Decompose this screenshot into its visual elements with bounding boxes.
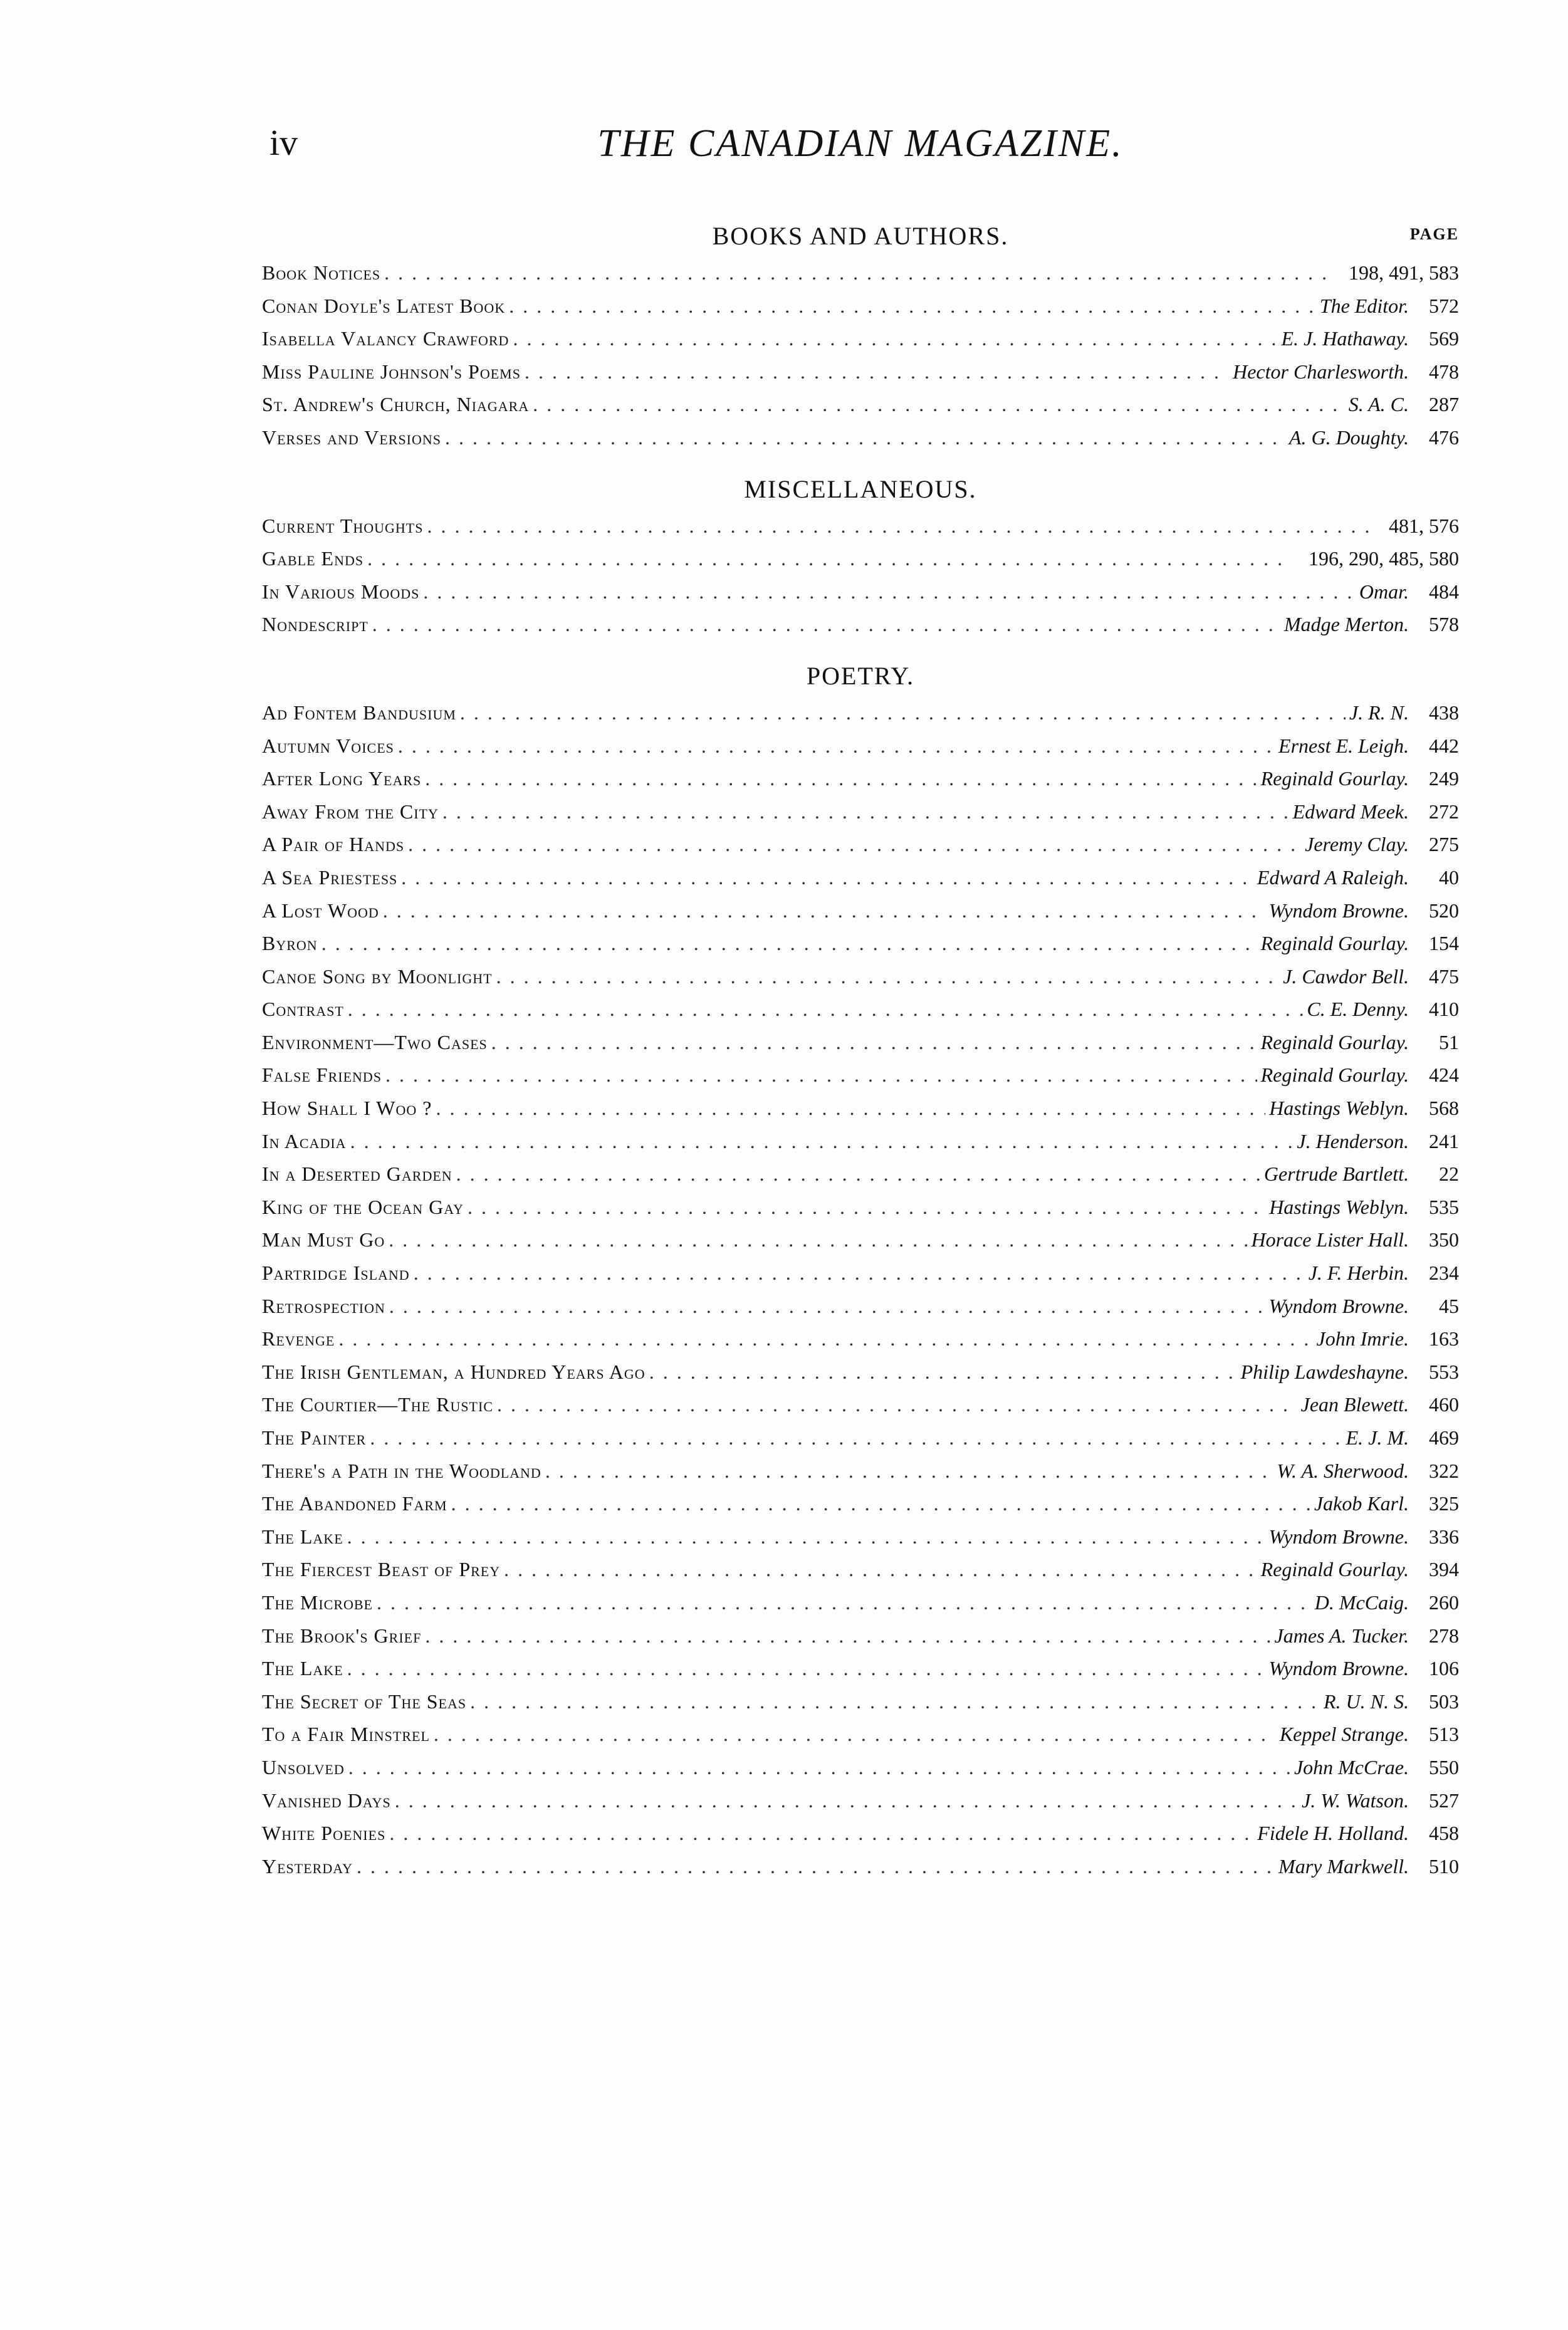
- entry-author: James A. Tucker.: [1274, 1624, 1409, 1647]
- page-column-label: PAGE: [1409, 225, 1459, 243]
- entry-author: Reginald Gourlay.: [1260, 1030, 1409, 1053]
- entry-page-number: 527: [1429, 1789, 1459, 1812]
- entry-author: Reginald Gourlay.: [1260, 932, 1409, 955]
- entry-page-number: 553: [1429, 1360, 1459, 1383]
- entry-title: Nondescript: [262, 613, 368, 636]
- entry-author: Reginald Gourlay.: [1260, 1063, 1409, 1087]
- toc-entry: [262, 1558, 1459, 1591]
- entry-page-number: 260: [1429, 1591, 1459, 1614]
- dot-leader: [338, 1327, 1312, 1350]
- entry-title: In a Deserted Garden: [262, 1162, 452, 1186]
- entry-page-number: 241: [1429, 1129, 1459, 1152]
- dot-leader: [383, 899, 1265, 922]
- toc-entry: [262, 734, 1459, 768]
- page-header: [262, 113, 1459, 169]
- dot-leader: [445, 426, 1285, 449]
- entry-page-number: 478: [1429, 360, 1459, 383]
- entry-title: The Painter: [262, 1426, 367, 1449]
- toc-entry: [262, 580, 1459, 614]
- entry-page-number: 196, 290, 485, 580: [1309, 547, 1459, 570]
- entry-title: Canoe Song by Moonlight: [262, 964, 493, 988]
- entry-title: Away From the City: [262, 800, 439, 823]
- entry-page-number: 458: [1429, 1822, 1459, 1845]
- entry-page-number: 424: [1429, 1063, 1459, 1087]
- entry-author: Hastings Weblyn.: [1269, 1097, 1409, 1120]
- entry-title: The Microbe: [262, 1591, 373, 1614]
- entry-title: King of the Ocean Gay: [262, 1195, 464, 1218]
- entry-author: Madge Merton.: [1283, 613, 1409, 636]
- entry-author: Keppel Strange.: [1279, 1723, 1409, 1746]
- entry-title: In Various Moods: [262, 580, 420, 603]
- dot-leader: [491, 1031, 1257, 1054]
- toc-entry: [262, 1756, 1459, 1789]
- toc-entry: [262, 1097, 1459, 1130]
- table-of-contents: [262, 216, 1459, 1898]
- entry-page-number: 550: [1429, 1755, 1459, 1779]
- entry-page-number: 51: [1439, 1030, 1459, 1053]
- entry-page-number: 394: [1429, 1558, 1459, 1581]
- toc-entry: [262, 393, 1459, 426]
- entry-title: Byron: [262, 932, 318, 955]
- toc-entry: [262, 1393, 1459, 1426]
- entry-author: Wyndom Browne.: [1268, 1657, 1409, 1680]
- dot-leader: [348, 998, 1304, 1021]
- entry-page-number: 484: [1429, 580, 1459, 603]
- entry-title: Yesterday: [262, 1854, 353, 1878]
- entry-author: A. G. Doughty.: [1288, 426, 1409, 449]
- toc-entry: [262, 1130, 1459, 1163]
- dot-leader: [460, 701, 1346, 724]
- entry-page-number: 154: [1429, 932, 1459, 955]
- entry-page-number: 469: [1429, 1426, 1459, 1449]
- entry-author: Reginald Gourlay.: [1260, 1558, 1409, 1581]
- section-header: [262, 216, 1459, 261]
- dot-leader: [434, 1723, 1276, 1746]
- toc-entry: [262, 1162, 1459, 1196]
- entry-title: The Secret of The Seas: [262, 1690, 467, 1713]
- entry-title: Retrospection: [262, 1294, 385, 1317]
- entry-title: How Shall I Woo ?: [262, 1097, 432, 1120]
- entry-title: To a Fair Minstrel: [262, 1723, 430, 1746]
- toc-section-poetry: [262, 656, 1459, 1898]
- dot-leader: [442, 800, 1289, 823]
- entry-author: Edward A Raleigh.: [1257, 865, 1409, 889]
- dot-leader: [389, 1295, 1265, 1318]
- entry-title: Miss Pauline Johnson's Poems: [262, 360, 521, 383]
- toc-entry: [262, 1822, 1459, 1855]
- entry-author: Jean Blewett.: [1300, 1393, 1409, 1416]
- entry-author: The Editor.: [1319, 294, 1409, 317]
- entry-page-number: 410: [1429, 998, 1459, 1021]
- entry-page-number: 272: [1429, 800, 1459, 823]
- entry-page-number: 442: [1429, 734, 1459, 757]
- entry-title: A Lost Wood: [262, 899, 379, 922]
- toc-section-books-and-authors: [262, 216, 1459, 469]
- entry-title: The Irish Gentleman, a Hundred Years Ago: [262, 1360, 645, 1383]
- dot-leader: [496, 965, 1280, 988]
- entry-author: Fidele H. Holland.: [1257, 1822, 1409, 1845]
- entry-page-number: 513: [1429, 1723, 1459, 1746]
- dot-leader: [384, 261, 1331, 285]
- entry-page-number: 503: [1429, 1690, 1459, 1713]
- entry-author: John McCrae.: [1294, 1755, 1409, 1779]
- toc-entry: [262, 1855, 1459, 1888]
- entry-author: W. A. Sherwood.: [1277, 1459, 1409, 1482]
- toc-entry: [262, 295, 1459, 328]
- toc-entry: [262, 515, 1459, 548]
- section-title: BOOKS AND AUTHORS.: [712, 222, 1009, 250]
- entry-author: E. J. M.: [1346, 1426, 1409, 1449]
- dot-leader: [347, 1657, 1265, 1680]
- entry-page-number: 325: [1429, 1492, 1459, 1515]
- toc-entry: [262, 327, 1459, 360]
- entry-page-number: 569: [1429, 327, 1459, 350]
- dot-leader: [423, 580, 1356, 603]
- dot-leader: [357, 1855, 1275, 1878]
- toc-entry: [262, 1262, 1459, 1295]
- entry-page-number: 460: [1429, 1393, 1459, 1416]
- toc-entry: [262, 866, 1459, 899]
- dot-leader: [513, 327, 1277, 350]
- dot-leader: [468, 1196, 1265, 1219]
- entry-title: The Abandoned Farm: [262, 1492, 447, 1515]
- dot-leader: [370, 1426, 1342, 1450]
- toc-entry: [262, 1063, 1459, 1097]
- entry-title: The Lake: [262, 1657, 343, 1680]
- dot-leader: [389, 1228, 1247, 1251]
- entry-author: Philip Lawdeshayne.: [1240, 1360, 1409, 1383]
- entry-author: E. J. Hathaway.: [1281, 327, 1409, 350]
- entry-author: R. U. N. S.: [1324, 1690, 1409, 1713]
- entry-author: John Imrie.: [1316, 1327, 1409, 1350]
- entry-author: Gertrude Bartlett.: [1263, 1162, 1409, 1186]
- entry-author: Hector Charlesworth.: [1233, 360, 1409, 383]
- entry-author: Wyndom Browne.: [1268, 1525, 1409, 1548]
- toc-entry: [262, 1624, 1459, 1658]
- entry-page-number: 275: [1429, 833, 1459, 856]
- entry-page-number: 481, 576: [1389, 514, 1459, 537]
- dot-leader: [525, 360, 1229, 384]
- entry-page-number: 40: [1439, 865, 1459, 889]
- entry-title: After Long Years: [262, 767, 422, 790]
- entry-page-number: 22: [1439, 1162, 1459, 1186]
- entry-title: A Pair of Hands: [262, 833, 405, 856]
- entry-author: J. R. N.: [1349, 701, 1409, 724]
- section-spacer: [262, 459, 1459, 469]
- entry-author: Jeremy Clay.: [1305, 833, 1409, 856]
- entry-author: Omar.: [1359, 580, 1409, 603]
- entry-title: Autumn Voices: [262, 734, 394, 757]
- entry-author: Wyndom Browne.: [1268, 1294, 1409, 1317]
- entry-title: The Courtier—The Rustic: [262, 1393, 493, 1416]
- toc-entry: [262, 360, 1459, 394]
- entry-author: J. Henderson.: [1297, 1129, 1409, 1152]
- dot-leader: [377, 1591, 1311, 1614]
- toc-entry: [262, 965, 1459, 998]
- toc-entry: [262, 1426, 1459, 1460]
- entry-author: C. E. Denny.: [1307, 998, 1409, 1021]
- toc-section-miscellaneous: [262, 469, 1459, 656]
- entry-title: Conan Doyle's Latest Book: [262, 294, 506, 317]
- dot-leader: [389, 1822, 1253, 1845]
- section-spacer: [262, 1888, 1459, 1898]
- dot-leader: [372, 613, 1280, 636]
- dot-leader: [347, 1525, 1265, 1549]
- entry-page-number: 278: [1429, 1624, 1459, 1647]
- toc-entry: [262, 1657, 1459, 1690]
- toc-entry: [262, 1690, 1459, 1723]
- dot-leader: [348, 1756, 1290, 1779]
- entry-title: Environment—Two Cases: [262, 1030, 488, 1053]
- toc-entry: [262, 426, 1459, 459]
- dot-leader: [408, 833, 1301, 856]
- entry-page-number: 336: [1429, 1525, 1459, 1548]
- toc-entry: [262, 1492, 1459, 1525]
- dot-leader: [504, 1558, 1257, 1581]
- entry-page-number: 572: [1429, 294, 1459, 317]
- entry-title: False Friends: [262, 1063, 382, 1087]
- dot-leader: [367, 547, 1291, 570]
- toc-entry: [262, 1525, 1459, 1559]
- section-spacer: [262, 646, 1459, 656]
- dot-leader: [470, 1690, 1320, 1713]
- entry-author: Edward Meek.: [1292, 800, 1409, 823]
- entry-title: Current Thoughts: [262, 514, 424, 537]
- entry-title: The Lake: [262, 1525, 343, 1548]
- entry-title: White Poenies: [262, 1822, 386, 1845]
- entry-page-number: 535: [1429, 1195, 1459, 1218]
- dot-leader: [414, 1262, 1305, 1285]
- page-number: iv: [269, 122, 298, 163]
- entry-title: Ad Fontem Bandusium: [262, 701, 456, 724]
- entry-page-number: 578: [1429, 613, 1459, 636]
- entry-page-number: 476: [1429, 426, 1459, 449]
- entry-page-number: 568: [1429, 1097, 1459, 1120]
- dot-leader: [436, 1097, 1265, 1120]
- toc-entry: [262, 899, 1459, 933]
- entry-title: Book Notices: [262, 261, 381, 284]
- entry-title: Verses and Versions: [262, 426, 442, 449]
- dot-leader: [545, 1460, 1273, 1483]
- entry-title: Unsolved: [262, 1755, 345, 1779]
- entry-title: Contrast: [262, 998, 344, 1021]
- dot-leader: [385, 1063, 1257, 1087]
- toc-entry: [262, 1460, 1459, 1493]
- toc-entry: [262, 1327, 1459, 1361]
- dot-leader: [350, 1130, 1294, 1153]
- magazine-title: THE CANADIAN MAGAZINE.: [597, 122, 1124, 165]
- entry-author: Horace Lister Hall.: [1251, 1228, 1409, 1251]
- entry-author: Reginald Gourlay.: [1260, 767, 1409, 790]
- entry-page-number: 475: [1429, 964, 1459, 988]
- toc-entry: [262, 1031, 1459, 1064]
- entry-title: There's a Path in the Woodland: [262, 1459, 541, 1482]
- toc-entry: [262, 1789, 1459, 1822]
- entry-title: The Brook's Grief: [262, 1624, 422, 1647]
- entry-author: J. F. Herbin.: [1308, 1262, 1409, 1285]
- dot-leader: [425, 1624, 1270, 1648]
- entry-page-number: 350: [1429, 1228, 1459, 1251]
- toc-entry: [262, 1723, 1459, 1756]
- dot-leader: [427, 515, 1371, 538]
- toc-entry: [262, 1361, 1459, 1394]
- entry-page-number: 234: [1429, 1262, 1459, 1285]
- entry-title: St. Andrew's Church, Niagara: [262, 393, 530, 416]
- toc-entry: [262, 547, 1459, 580]
- entry-author: Mary Markwell.: [1278, 1854, 1409, 1878]
- dot-leader: [395, 1789, 1298, 1812]
- entry-page-number: 249: [1429, 767, 1459, 790]
- section-header: [262, 656, 1459, 701]
- entry-page-number: 106: [1429, 1657, 1459, 1680]
- toc-entry: [262, 998, 1459, 1031]
- entry-author: S. A. C.: [1348, 393, 1409, 416]
- toc-entry: [262, 1295, 1459, 1328]
- toc-entry: [262, 613, 1459, 646]
- toc-entry: [262, 1591, 1459, 1624]
- toc-entry: [262, 261, 1459, 295]
- toc-entry: [262, 701, 1459, 734]
- entry-title: Vanished Days: [262, 1789, 391, 1812]
- toc-entry: [262, 767, 1459, 800]
- dot-leader: [497, 1393, 1297, 1416]
- entry-title: Isabella Valancy Crawford: [262, 327, 510, 350]
- dot-leader: [456, 1162, 1260, 1186]
- dot-leader: [509, 295, 1316, 318]
- dot-leader: [398, 734, 1275, 758]
- entry-title: The Fiercest Beast of Prey: [262, 1558, 501, 1581]
- toc-entry: [262, 932, 1459, 965]
- entry-page-number: 322: [1429, 1459, 1459, 1482]
- entry-author: Wyndom Browne.: [1268, 899, 1409, 922]
- dot-leader: [533, 393, 1344, 416]
- entry-author: Jakob Karl.: [1314, 1492, 1409, 1515]
- section-title: POETRY.: [806, 661, 915, 690]
- dot-leader: [321, 932, 1257, 955]
- entry-page-number: 287: [1429, 393, 1459, 416]
- entry-title: A Sea Priestess: [262, 865, 398, 889]
- entry-page-number: 438: [1429, 701, 1459, 724]
- entry-page-number: 163: [1429, 1327, 1459, 1350]
- entry-title: Revenge: [262, 1327, 335, 1350]
- entry-page-number: 45: [1439, 1294, 1459, 1317]
- toc-entry: [262, 833, 1459, 866]
- entry-title: In Acadia: [262, 1129, 347, 1152]
- entry-title: Man Must Go: [262, 1228, 385, 1251]
- dot-leader: [425, 767, 1257, 790]
- entry-page-number: 198, 491, 583: [1349, 261, 1459, 284]
- entry-page-number: 510: [1429, 1854, 1459, 1878]
- toc-entry: [262, 800, 1459, 833]
- entry-author: Hastings Weblyn.: [1269, 1195, 1409, 1218]
- entry-author: J. W. Watson.: [1302, 1789, 1409, 1812]
- dot-leader: [451, 1492, 1310, 1515]
- entry-title: Partridge Island: [262, 1262, 410, 1285]
- entry-author: D. McCaig.: [1314, 1591, 1409, 1614]
- section-title: MISCELLANEOUS.: [744, 474, 977, 503]
- entry-title: Gable Ends: [262, 547, 364, 570]
- toc-entry: [262, 1196, 1459, 1229]
- toc-entry: [262, 1228, 1459, 1262]
- section-header: [262, 469, 1459, 515]
- entry-author: J. Cawdor Bell.: [1283, 964, 1409, 988]
- dot-leader: [401, 866, 1253, 889]
- entry-page-number: 520: [1429, 899, 1459, 922]
- dot-leader: [649, 1361, 1237, 1384]
- entry-author: Ernest E. Leigh.: [1278, 734, 1409, 757]
